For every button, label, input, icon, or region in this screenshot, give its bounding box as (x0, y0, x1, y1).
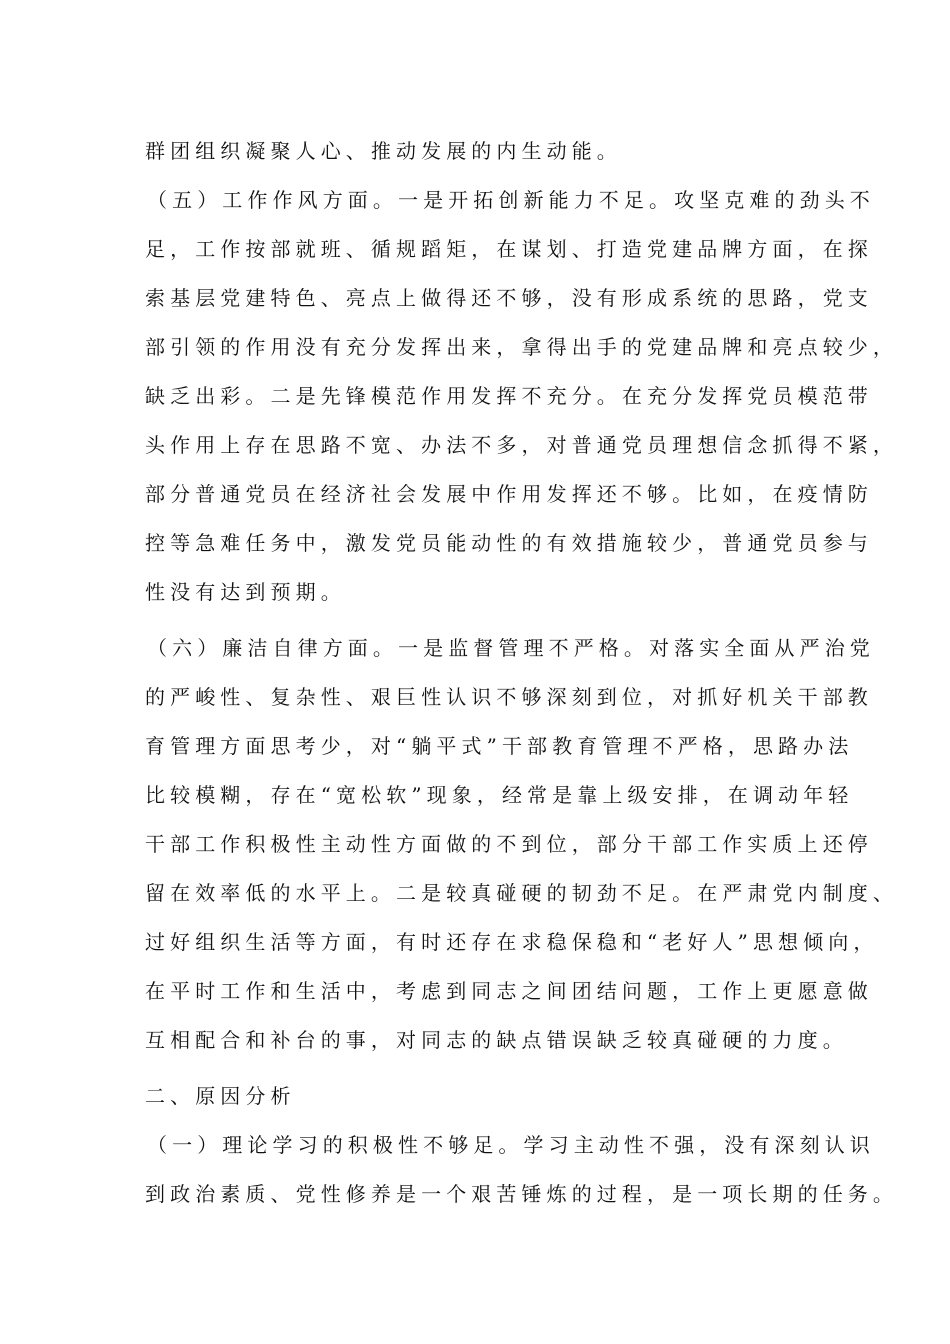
text-line: （六）廉洁自律方面。一是监督管理不严格。对落实全面从严治党 (147, 636, 875, 660)
text-line: 干部工作积极性主动性方面做的不到位，部分干部工作实质上还停 (145, 832, 873, 856)
text-line: 头作用上存在思路不宽、办法不多，对普通党员理想信念抓得不紧， (145, 433, 898, 457)
text-line: 索基层党建特色、亮点上做得还不够，没有形成系统的思路，党支 (145, 286, 873, 310)
text-line: 部引领的作用没有充分发挥出来，拿得出手的党建品牌和亮点较少， (145, 335, 898, 359)
text-line: （一）理论学习的积极性不够足。学习主动性不强，没有深刻认识 (147, 1133, 875, 1157)
text-line: 留在效率低的水平上。二是较真碰硬的韧劲不足。在严肃党内制度、 (145, 881, 898, 905)
text-line: 群团组织凝聚人心、推动发展的内生动能。 (145, 139, 622, 163)
text-line: 比较模糊，存在“宽松软”现象，经常是靠上级安排，在调动年轻 (145, 783, 854, 807)
text-line: 部分普通党员在经济社会发展中作用发挥还不够。比如，在疫情防 (145, 482, 873, 506)
text-line: 缺乏出彩。二是先锋模范作用发挥不充分。在充分发挥党员模范带 (145, 384, 873, 408)
text-line: 育管理方面思考少，对“躺平式”干部教育管理不严格，思路办法 (145, 734, 854, 758)
text-line: 到政治素质、党性修养是一个艰苦锤炼的过程，是一项长期的任务。 (145, 1182, 898, 1206)
text-line: 的严峻性、复杂性、艰巨性认识不够深刻到位，对抓好机关干部教 (145, 685, 873, 709)
text-line: 控等急难任务中，激发党员能动性的有效措施较少，普通党员参与 (145, 531, 873, 555)
text-line: （五）工作作风方面。一是开拓创新能力不足。攻坚克难的劲头不 (147, 188, 875, 212)
text-line: 互相配合和补台的事，对同志的缺点错误缺乏较真碰硬的力度。 (145, 1028, 848, 1052)
text-line: 在平时工作和生活中，考虑到同志之间团结问题，工作上更愿意做 (145, 979, 873, 1003)
text-line: 过好组织生活等方面，有时还存在求稳保稳和“老好人”思想倾向， (145, 930, 879, 954)
text-line: 足，工作按部就班、循规蹈矩，在谋划、打造党建品牌方面，在探 (145, 237, 873, 261)
section-heading: 二、原因分析 (145, 1084, 296, 1108)
text-line: 性没有达到预期。 (145, 580, 346, 604)
